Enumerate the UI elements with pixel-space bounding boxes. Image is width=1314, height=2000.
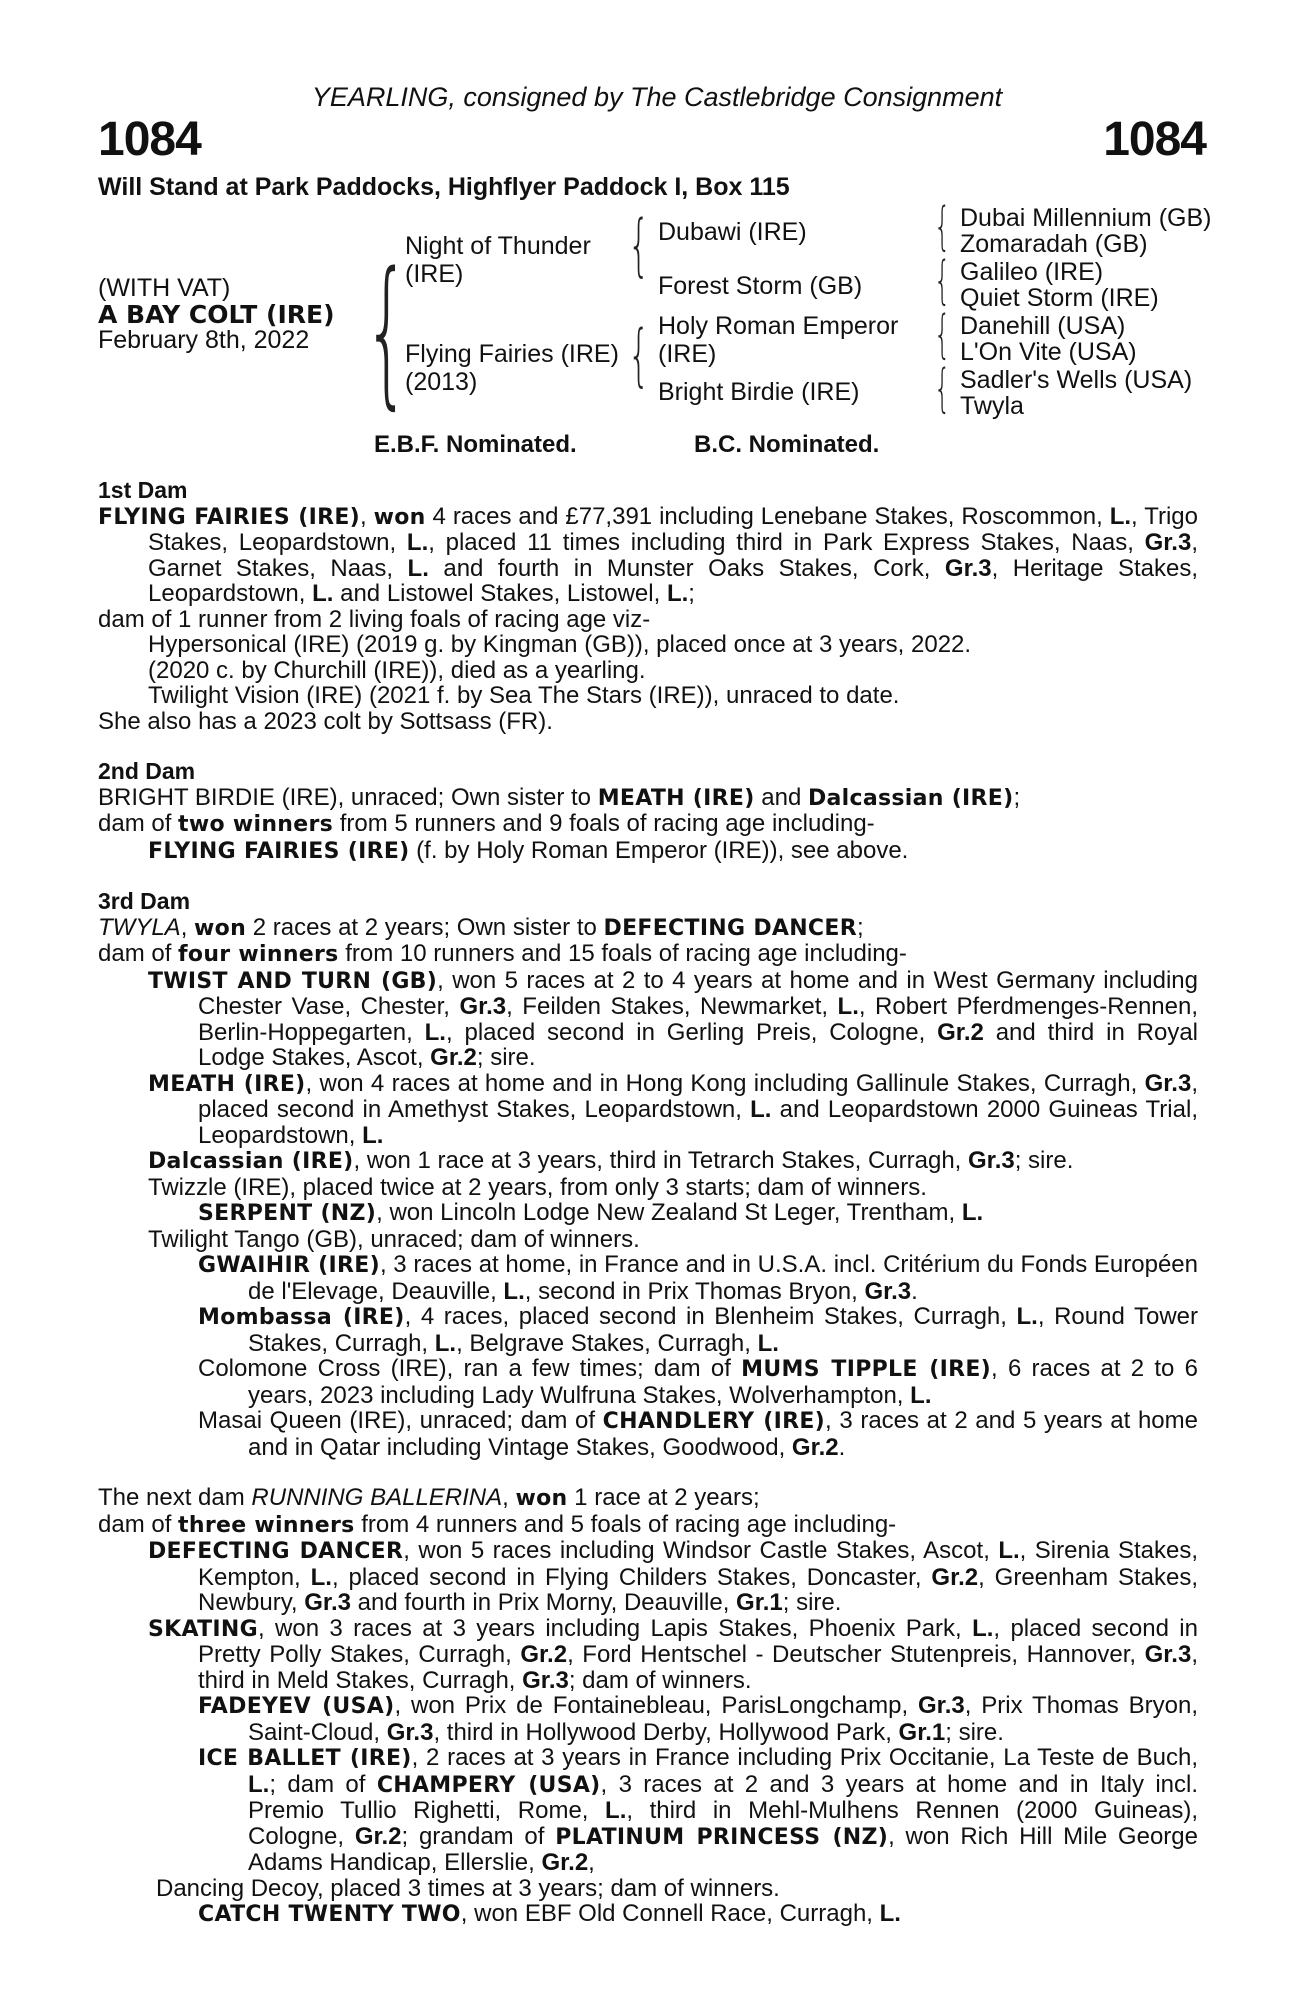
- ped-ssd: Zomaradah (GB): [960, 230, 1148, 258]
- next-dam-produce: dam of three winners from 4 runners and 5 foals of racing age including-: [98, 1510, 897, 1538]
- ped-sds: Galileo (IRE): [960, 258, 1104, 286]
- brace-icon: {: [934, 251, 951, 311]
- brace-icon: {: [628, 316, 650, 395]
- produce-item: Colomone Cross (IRE), ran a few times; dam of MUMS TIPPLE (IRE), 6 races at 2 to 6 years, 2023 including Lady Wulfruna Stakes, Wolverhampton, L.: [198, 1355, 1198, 1409]
- dam-year: (2013): [405, 368, 478, 396]
- foaling-date: February 8th, 2022: [98, 326, 310, 354]
- produce-item: FLYING FAIRIES (IRE) (f. by Holy Roman Emperor (IRE)), see above.: [148, 836, 909, 864]
- lot-number-right: 1084: [1103, 113, 1206, 166]
- third-dam-heading: 3rd Dam: [98, 888, 191, 914]
- dam-sire: Holy Roman Emperor: [658, 312, 899, 340]
- stabling-location: Will Stand at Park Paddocks, Highflyer Paddock I, Box 115: [98, 173, 790, 201]
- sire-name: Night of Thunder: [405, 232, 591, 260]
- produce-item: ICE BALLET (IRE), 2 races at 3 years in France including Prix Occitanie, La Teste de Buch, L.; dam of CHAMPERY (USA), 3 races at 2 and 3 years at home and in Italy incl. Premio Tullio Righetti, Rome, L., third in Mehl-Mulhens Rennen (2000 Guineas), Cologne, Gr.2; grandam of PLATINUM PRINCESS (NZ), won Rich Hill Mile George Adams Handicap, Ellerslie, Gr.2,: [198, 1744, 1199, 1876]
- produce-item: Twilight Tango (GB), unraced; dam of winners.: [148, 1225, 640, 1253]
- produce-item: Mombassa (IRE), 4 races, placed second in Blenheim Stakes, Curragh, L., Round Tower Stakes, Curragh, L., Belgrave Stakes, Curragh, L.: [198, 1303, 1198, 1357]
- produce-item: MEATH (IRE), won 4 races at home and in Hong Kong including Gallinule Stakes, Curragh, Gr.3, placed second in Amethyst Stakes, Leopardstown, L. and Leopardstown 2000 Guineas Trial, Leopardstown, L.: [148, 1069, 1198, 1149]
- produce-item: Dancing Decoy, placed 3 times at 3 years; dam of winners.: [156, 1874, 780, 1902]
- sire-dam: Forest Storm (GB): [658, 272, 863, 300]
- produce-item: GWAIHIR (IRE), 3 races at home, in France and in U.S.A. incl. Critérium du Fonds Européen de l'Elevage, Deauville, L., second in Prix Thomas Bryon, Gr.3.: [198, 1251, 1198, 1305]
- brace-icon: {: [628, 206, 650, 285]
- vat-note: (WITH VAT): [98, 274, 231, 302]
- second-dam-record: BRIGHT BIRDIE (IRE), unraced; Own sister to MEATH (IRE) and Dalcassian (IRE);: [98, 783, 1021, 811]
- next-dam-record: The next dam RUNNING BALLERINA, won 1 race at 2 years;: [98, 1484, 760, 1511]
- ped-dds: Sadler's Wells (USA): [960, 366, 1193, 394]
- produce-item: CATCH TWENTY TWO, won EBF Old Connell Race, Curragh, L.: [198, 1900, 901, 1927]
- dam-name: FLYING FAIRIES (IRE): [98, 504, 361, 530]
- lot-number-left: 1084: [98, 113, 201, 166]
- dam-name: Flying Fairies (IRE): [405, 340, 619, 368]
- catalogue-body: [98, 478, 1198, 1928]
- sire-sire: Dubawi (IRE): [658, 218, 807, 246]
- produce-item: DEFECTING DANCER, won 5 races including Windsor Castle Stakes, Ascot, L., Sirenia Stakes, Kempton, L., placed second in Flying Childers Stakes, Doncaster, Gr.2, Greenham Stakes, Newbury, Gr.3 and fourth in Prix Morny, Deauville, Gr.1; sire.: [148, 1537, 1198, 1616]
- produce-item: (2020 c. by Churchill (IRE)), died as a yearling.: [148, 656, 646, 684]
- produce-intro: dam of 1 runner from 2 living foals of racing age viz-: [98, 605, 651, 633]
- brace-icon: {: [934, 359, 951, 419]
- dam-dam: Bright Birdie (IRE): [658, 378, 860, 406]
- produce-item: Hypersonical (IRE) (2019 g. by Kingman (GB)), placed once at 3 years, 2022.: [148, 631, 972, 658]
- produce-item: SKATING, won 3 races at 3 years including Lapis Stakes, Phoenix Park, L., placed second in Pretty Polly Stakes, Curragh, Gr.2, Ford Hentschel - Deutscher Stutenpreis, Hannover, Gr.3, third in Meld Stakes, Curragh, Gr.3; dam of winners.: [148, 1614, 1198, 1694]
- ped-dss: Danehill (USA): [960, 312, 1126, 340]
- third-dam-record: TWYLA, won 2 races at 2 years; Own sister to DEFECTING DANCER;: [98, 913, 864, 941]
- third-dam-produce: dam of four winners from 10 runners and 15 foals of racing age including-: [98, 940, 907, 967]
- ped-sss: Dubai Millennium (GB): [960, 204, 1212, 232]
- brace-icon: {: [364, 237, 410, 424]
- ped-ddd: Twyla: [960, 392, 1024, 420]
- produce-item: FADEYEV (USA), won Prix de Fontainebleau, ParisLongchamp, Gr.3, Prix Thomas Bryon, Saint-Cloud, Gr.3, third in Hollywood Derby, Hollywood Park, Gr.1; sire.: [198, 1692, 1198, 1746]
- horse-name: A BAY COLT (IRE): [98, 300, 335, 329]
- produce-item: SERPENT (NZ), won Lincoln Lodge New Zealand St Leger, Trentham, L.: [198, 1199, 984, 1226]
- first-dam-record: FLYING FAIRIES (IRE), won 4 races and £77,391 including Lenebane Stakes, Roscommon, L., Trigo Stakes, Leopardstown, L., placed 11 times including third in Park Express Stakes, Naas, Gr.3, Garnet Stakes, Naas, L. and fourth in Munster Oaks Stakes, Cork, Gr.3, Heritage Stakes, Leopardstown, L. and Listowel Stakes, Listowel, L.;: [98, 502, 1198, 607]
- sire-country: (IRE): [405, 260, 464, 288]
- produce-item: Twizzle (IRE), placed twice at 2 years, from only 3 starts; dam of winners.: [148, 1173, 927, 1201]
- consignment-note: YEARLING, consigned by The Castlebridge Consignment: [311, 82, 1003, 112]
- produce-item: TWIST AND TURN (GB), won 5 races at 2 to 4 years at home and in West Germany including Chester Vase, Chester, Gr.3, Feilden Stakes, Newmarket, L., Robert Pferdmenges-Rennen, Berlin-Hoppegarten, L., placed second in Gerling Preis, Cologne, Gr.2 and third in Royal Lodge Stakes, Ascot, Gr.2; sire.: [148, 966, 1198, 1071]
- bc-nomination: B.C. Nominated.: [694, 431, 880, 458]
- ebf-nomination: E.B.F. Nominated.: [374, 431, 577, 458]
- first-dam-heading: 1st Dam: [98, 477, 188, 503]
- brace-icon: {: [934, 305, 951, 365]
- brace-icon: {: [934, 197, 951, 257]
- dam-sire-country: (IRE): [658, 340, 717, 368]
- produce-item: Masai Queen (IRE), unraced; dam of CHANDLERY (IRE), 3 races at 2 and 5 years at home and in Qatar including Vintage Stakes, Goodwood, Gr.2.: [198, 1407, 1198, 1461]
- won-label: won: [373, 504, 426, 530]
- second-dam-heading: 2nd Dam: [98, 758, 196, 784]
- produce-item: Twilight Vision (IRE) (2021 f. by Sea The Stars (IRE)), unraced to date.: [148, 682, 900, 709]
- also-has: She also has a 2023 colt by Sottsass (FR).: [98, 707, 553, 735]
- ped-dsd: L'On Vite (USA): [960, 338, 1137, 366]
- produce-item: Dalcassian (IRE), won 1 race at 3 years, third in Tetrarch Stakes, Curragh, Gr.3; sire.: [148, 1147, 1074, 1174]
- ped-sdd: Quiet Storm (IRE): [960, 284, 1159, 312]
- second-dam-produce: dam of two winners from 5 runners and 9 foals of racing age including-: [98, 810, 875, 837]
